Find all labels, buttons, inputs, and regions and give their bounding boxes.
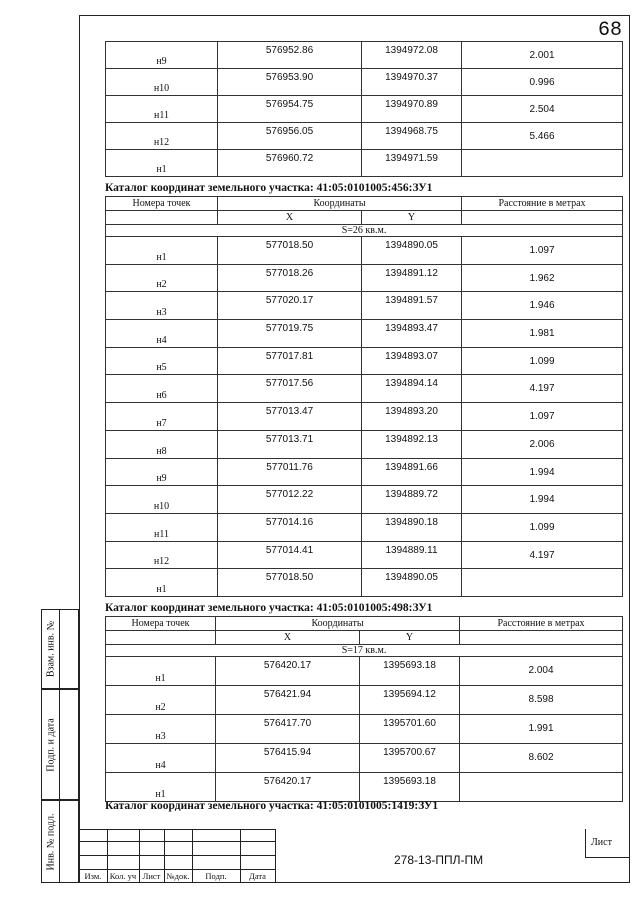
table-row (106, 69, 623, 96)
y-cell: 1394894.14 (362, 375, 462, 403)
x-cell: 577019.75 (218, 320, 362, 348)
area-456: S=26 кв.м. (106, 225, 623, 237)
point-cell: н10 (106, 69, 218, 96)
distance-cell: 8.602 (460, 744, 623, 773)
point-cell: н2 (106, 686, 216, 715)
catalog-title-498: Каталог координат земельного участка: 41:05:0101005:498:ЗУ1 (105, 602, 433, 614)
table-row (106, 237, 623, 265)
distance-cell: 8.598 (460, 686, 623, 715)
point-cell: н1 (106, 569, 218, 597)
point-cell: н11 (106, 513, 218, 541)
distance-cell: 4.197 (462, 375, 623, 403)
distance-cell: 1.099 (462, 347, 623, 375)
header-x: X (218, 211, 362, 225)
point-cell: н4 (106, 320, 218, 348)
point-cell: н4 (106, 744, 216, 773)
header-y: Y (360, 631, 460, 645)
x-cell: 577013.71 (218, 430, 362, 458)
y-cell: 1394890.05 (362, 237, 462, 265)
header-coords: Координаты (216, 617, 460, 631)
y-cell: 1394893.07 (362, 347, 462, 375)
table-row (106, 264, 623, 292)
x-cell: 576417.70 (216, 715, 360, 744)
y-cell: 1394889.11 (362, 541, 462, 569)
point-cell: н3 (106, 715, 216, 744)
y-cell: 1394889.72 (362, 486, 462, 514)
point-cell: н10 (106, 486, 218, 514)
distance-cell: 1.981 (462, 320, 623, 348)
x-cell: 576415.94 (216, 744, 360, 773)
y-cell: 1394972.08 (362, 42, 462, 69)
y-cell: 1394892.13 (362, 430, 462, 458)
x-cell: 576420.17 (216, 773, 360, 802)
point-cell: н12 (106, 541, 218, 569)
distance-cell: 1.994 (462, 486, 623, 514)
distance-cell: 2.006 (462, 430, 623, 458)
table-row (106, 569, 623, 597)
header-points: Номера точек (106, 617, 216, 631)
y-cell: 1394890.18 (362, 513, 462, 541)
y-cell: 1395693.18 (360, 773, 460, 802)
distance-cell: 2.004 (460, 657, 623, 686)
table-row (106, 657, 623, 686)
header-x: X (216, 631, 360, 645)
catalog-title-456: Каталог координат земельного участка: 41:05:0101005:456:ЗУ1 (105, 182, 433, 194)
x-cell: 577011.76 (218, 458, 362, 486)
table-row (106, 773, 623, 802)
catalog-title-1419: Каталог координат земельного участка: 41:05:0101005:1419:ЗУ1 (105, 800, 439, 812)
point-cell: н7 (106, 403, 218, 431)
table-row (106, 744, 623, 773)
y-cell: 1394970.37 (362, 69, 462, 96)
point-cell: н5 (106, 347, 218, 375)
x-cell: 576421.94 (216, 686, 360, 715)
header-points: Номера точек (106, 197, 218, 211)
table-row (106, 292, 623, 320)
x-cell: 577013.47 (218, 403, 362, 431)
table-row (106, 150, 623, 177)
side-stamp-inv-orig (41, 800, 79, 883)
y-cell: 1394891.12 (362, 264, 462, 292)
distance-cell: 0.996 (462, 69, 623, 96)
x-cell: 576960.72 (218, 150, 362, 177)
table-row (106, 715, 623, 744)
x-cell: 577018.50 (218, 569, 362, 597)
y-cell: 1394891.66 (362, 458, 462, 486)
point-cell: н2 (106, 264, 218, 292)
point-cell: н1 (106, 773, 216, 802)
table-row (106, 541, 623, 569)
distance-cell: 1.097 (462, 237, 623, 265)
x-cell: 576420.17 (216, 657, 360, 686)
tb-col-list: Лист (142, 871, 161, 881)
x-cell: 577018.50 (218, 237, 362, 265)
document-code: 278-13-ППЛ-ПМ (394, 853, 484, 867)
point-cell: н12 (106, 123, 218, 150)
distance-cell: 4.197 (462, 541, 623, 569)
point-cell: н1 (106, 150, 218, 177)
x-cell: 577017.56 (218, 375, 362, 403)
point-cell: н1 (106, 657, 216, 686)
header-coords: Координаты (218, 197, 462, 211)
y-cell: 1394970.89 (362, 96, 462, 123)
x-cell: 577020.17 (218, 292, 362, 320)
y-cell: 1395701.60 (360, 715, 460, 744)
distance-cell: 2.001 (462, 42, 623, 69)
y-cell: 1394968.75 (362, 123, 462, 150)
point-cell: н3 (106, 292, 218, 320)
y-cell: 1394893.20 (362, 403, 462, 431)
distance-cell: 1.097 (462, 403, 623, 431)
table-row (106, 486, 623, 514)
y-cell: 1395700.67 (360, 744, 460, 773)
point-cell: н11 (106, 96, 218, 123)
coord-table-456 (105, 196, 623, 597)
side-stamp-sign-date (41, 689, 79, 800)
y-cell: 1394893.47 (362, 320, 462, 348)
table-row (106, 686, 623, 715)
point-cell: н9 (106, 42, 218, 69)
header-y: Y (362, 211, 462, 225)
table-row (106, 513, 623, 541)
coord-table-continued (105, 41, 623, 177)
x-cell: 576954.75 (218, 96, 362, 123)
x-cell: 577012.22 (218, 486, 362, 514)
distance-cell: 1.099 (462, 513, 623, 541)
x-cell: 576956.05 (218, 123, 362, 150)
table-row (106, 430, 623, 458)
x-cell: 577018.26 (218, 264, 362, 292)
table-row (106, 375, 623, 403)
tb-col-kol: Кол. уч (109, 871, 137, 881)
side-stamp-sign-date-label: Подп. и дата (45, 717, 56, 772)
title-block (79, 829, 630, 883)
distance-cell (460, 773, 623, 802)
distance-cell (462, 150, 623, 177)
distance-cell: 1.991 (460, 715, 623, 744)
y-cell: 1394891.57 (362, 292, 462, 320)
sheet-label: Лист (591, 837, 612, 848)
distance-cell: 1.946 (462, 292, 623, 320)
point-cell: н1 (106, 237, 218, 265)
y-cell: 1394971.59 (362, 150, 462, 177)
table-row (106, 320, 623, 348)
x-cell: 577014.41 (218, 541, 362, 569)
y-cell: 1395694.12 (360, 686, 460, 715)
table-row (106, 403, 623, 431)
table-row (106, 458, 623, 486)
tb-col-date: Дата (249, 871, 266, 881)
distance-cell (462, 569, 623, 597)
side-stamp-swap (41, 609, 79, 689)
table-row (106, 96, 623, 123)
table-row (106, 347, 623, 375)
header-dist: Расстояние в метрах (462, 197, 623, 211)
point-cell: н9 (106, 458, 218, 486)
x-cell: 577017.81 (218, 347, 362, 375)
table-row (106, 123, 623, 150)
coord-table-498 (105, 616, 623, 802)
area-498: S=17 кв.м. (106, 645, 623, 657)
point-cell: н6 (106, 375, 218, 403)
x-cell: 576952.86 (218, 42, 362, 69)
x-cell: 576953.90 (218, 69, 362, 96)
distance-cell: 1.962 (462, 264, 623, 292)
distance-cell: 5.466 (462, 123, 623, 150)
header-dist: Расстояние в метрах (460, 617, 623, 631)
tb-col-izm: Изм. (84, 871, 102, 881)
page-number: 68 (598, 19, 623, 42)
point-cell: н8 (106, 430, 218, 458)
y-cell: 1394890.05 (362, 569, 462, 597)
y-cell: 1395693.18 (360, 657, 460, 686)
distance-cell: 1.994 (462, 458, 623, 486)
side-stamp-inv-orig-label: Инв. № подл. (45, 813, 56, 870)
x-cell: 577014.16 (218, 513, 362, 541)
table-row (106, 42, 623, 69)
tb-col-sign: Подп. (205, 871, 227, 881)
distance-cell: 2.504 (462, 96, 623, 123)
side-stamp-swap-label: Взам. инв. № (45, 620, 56, 678)
tb-col-doc: №док. (166, 871, 190, 881)
